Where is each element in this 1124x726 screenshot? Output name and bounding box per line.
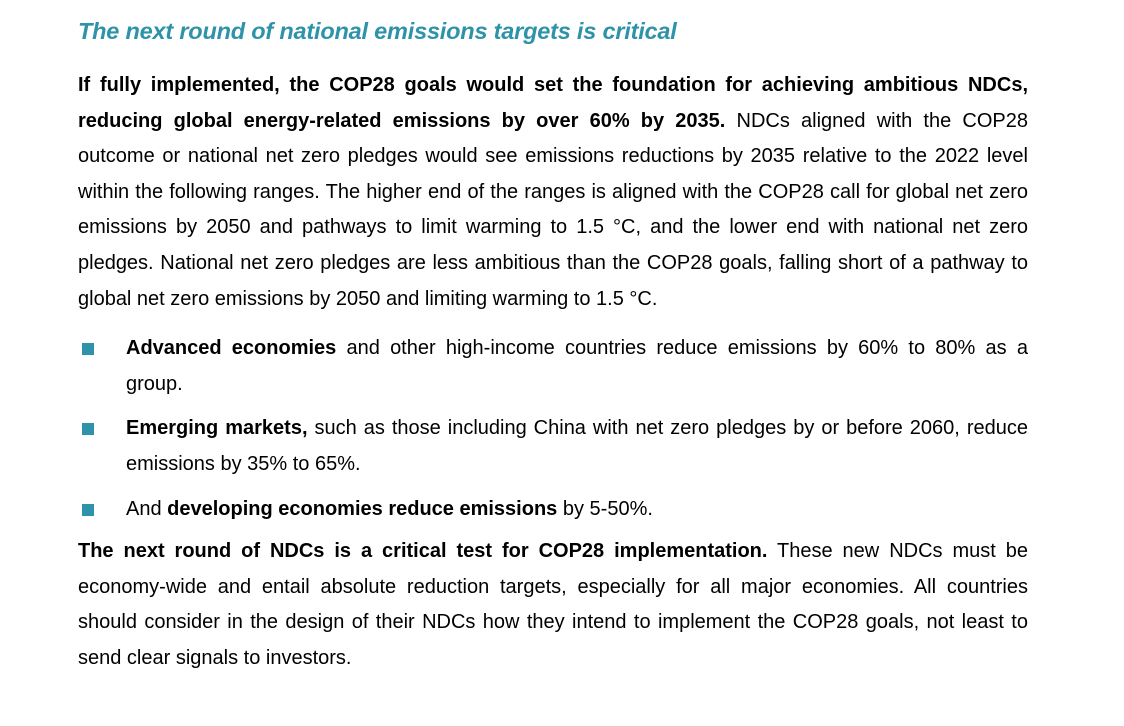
bullet-prefix: And bbox=[126, 497, 168, 520]
bullet-bold: Advanced economies bbox=[126, 337, 337, 360]
bullet-bold: Emerging markets, bbox=[126, 417, 308, 440]
square-bullet-icon bbox=[82, 423, 94, 435]
list-item bbox=[78, 331, 1028, 402]
intro-paragraph-lead: If fully implemented, the COP28 goals would set the foundation for achieving ambitious NDCs, reducing global energy-related emissions by over 60% by 2035. bbox=[78, 74, 1028, 132]
emissions-ranges-list bbox=[78, 331, 1028, 527]
intro-paragraph-body: NDCs aligned with the COP28 outcome or national net zero pledges would see emissions reductions by 2035 relative to the 2022 level within the following ranges. The higher end of the ranges is aligned with the COP28 call for global net zero emissions by 2050 and pathways to limit warming to 1.5 °C, and the lower end with national net zero pledges. National net zero pledges are less ambitious than the COP28 goals, falling short of a pathway to global net zero emissions by 2050 and limiting warming to 1.5 °C. bbox=[78, 109, 1028, 310]
list-item bbox=[78, 492, 1028, 528]
bullet-text: by 5-50%. bbox=[557, 497, 653, 520]
bullet-bold: developing economies reduce emissions bbox=[167, 497, 558, 520]
section-heading: The next round of national emissions targets is critical bbox=[78, 18, 677, 44]
closing-paragraph-lead: The next round of NDCs is a critical test for COP28 implementation. bbox=[78, 540, 768, 563]
list-item bbox=[78, 411, 1028, 482]
intro-paragraph bbox=[78, 68, 1028, 317]
square-bullet-icon bbox=[82, 504, 94, 516]
closing-paragraph bbox=[78, 534, 1028, 676]
bullet-text: and other high-income countries reduce emissions by 60% to 80% as a group. bbox=[126, 337, 1028, 395]
closing-paragraph-body: These new NDCs must be economy-wide and entail absolute reduction targets, especially for all major economies. All countries should consider in the design of their NDCs how they intend to implement the COP28 goals, not least to send clear signals to investors. bbox=[78, 540, 1028, 669]
square-bullet-icon bbox=[82, 343, 94, 355]
bullet-text: such as those including China with net zero pledges by or before 2060, reduce emissions by 35% to 65%. bbox=[126, 417, 1028, 475]
